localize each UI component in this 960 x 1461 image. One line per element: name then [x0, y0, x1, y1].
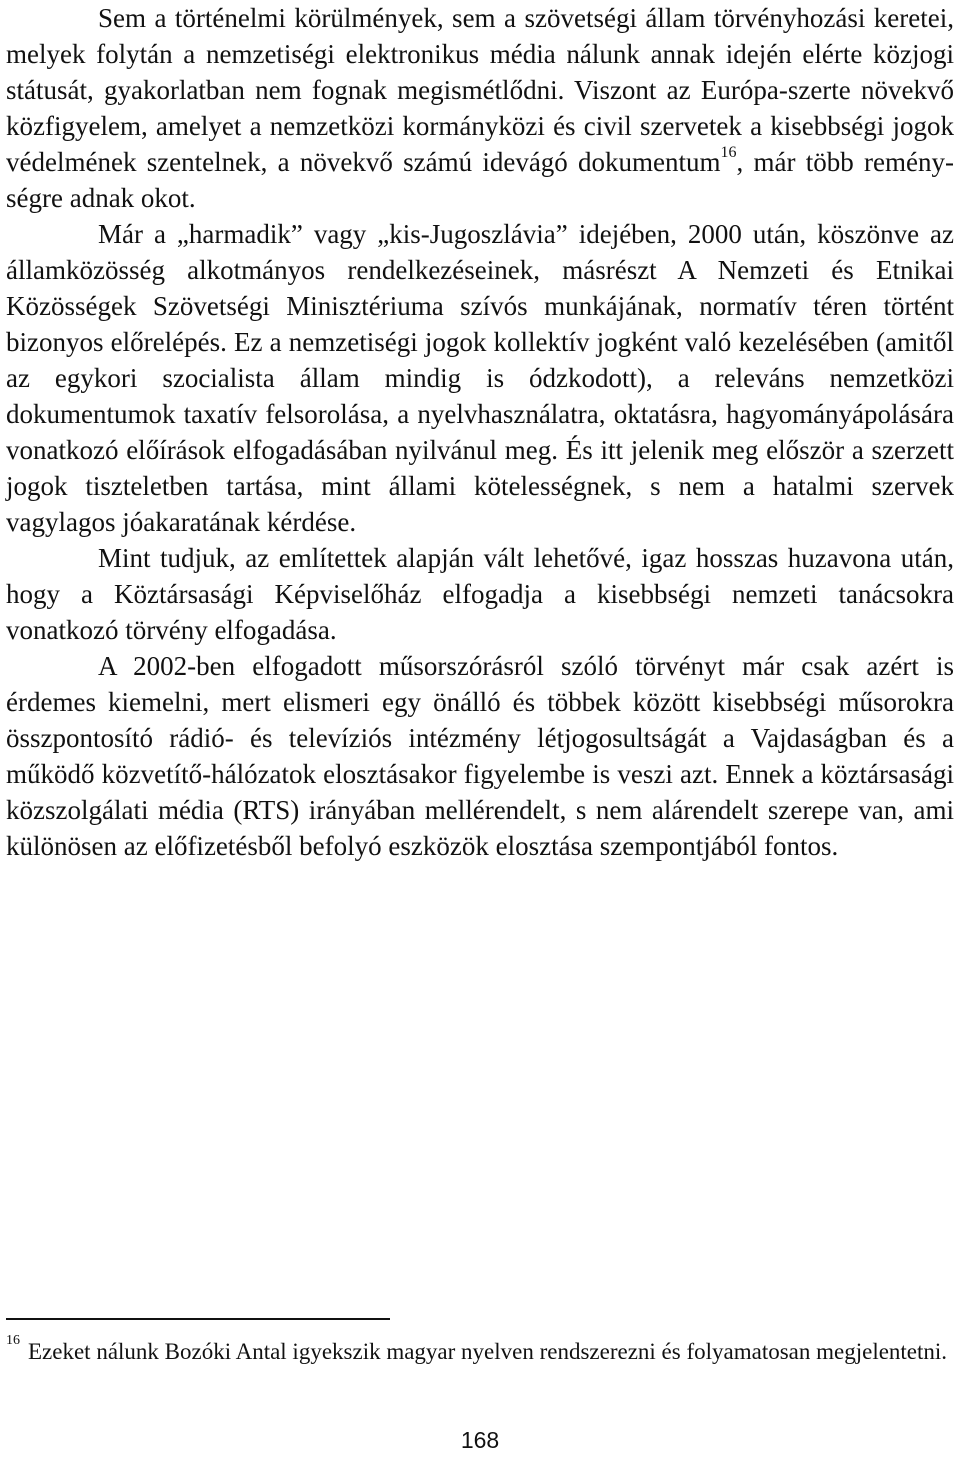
footnote [6, 1333, 956, 1367]
footnote-text: Ezeket nálunk Bozóki Antal igyekszik magyar nyelven rendszerezni és folyamatosan megjelentetni. [28, 1339, 948, 1364]
paragraph-2: Már a „harmadik” vagy „kis-Jugoszlávia” idejében, 2000 után, köszönve az államközösség alkotmányos rendelkezéseinek, másrészt A Nemzeti és Etnikai Közösségek Szövetségi Minisztériuma szívós munkájának, normatív téren történt bizonyos előrelépés. Ez a nemzetiségi jogok kollektív jogként való kezelésében (amitől az egykori szocialista állam mindig is ódzkodott), a releváns nemzetközi dokumentumok taxatív felsorolása, a nyelvhasználatra, oktatásra, hagyományápolására vonatkozó előírások elfogadásában nyilvánul meg. És itt jelenik meg először a szerzett jogok tiszteletben tartása, mint állami kötelességnek, s nem a hatalmi szervek vagylagos jóakaratának kérdése. [6, 219, 954, 537]
paragraph-4: A 2002-ben elfogadott műsorszórásról szóló törvényt már csak azért is érdemes kiemelni, mert elismeri egy önálló és többek között kisebbségi műsorokra összpontosító rádió- és televíziós intézmény létjogosultságát a Vajdaságban és a működő közvetítő-hálózatok elosztásakor figyelembe is veszi azt. Ennek a köztársasági közszolgálati média (RTS) irányában mellérendelt, s nem alárendelt szerepe van, ami különösen az előfizetésből befolyó eszközök elosztása szempontjából fontos. [6, 651, 954, 861]
footnote-number: 16 [6, 1333, 20, 1349]
footnote-divider [6, 1318, 390, 1320]
footnote-section [6, 1318, 956, 1367]
document-body [6, 0, 954, 864]
paragraph-1-text-end: , már több reménységre adnak okot. [6, 147, 954, 213]
paragraph-3: Mint tudjuk, az említettek alapján vált lehetővé, igaz hosszas huzavona után, hogy a Köztársasági Képviselőház elfogadja a kisebbségi nemzeti tanácsokra vonatkozó törvény elfogadása. [6, 543, 954, 645]
paragraph-1-text: Sem a történelmi körülmények, sem a szövetségi állam törvényhozási keretei, melyek folytán a nemzetiségi elektronikus média nálunk annak idején elérte közjogi státusát, gyakorlatban nem fognak megismétlődni. Viszont az Európa-szerte növekvő közfigyelem, amelyet a nemzetközi kormányközi és civil szervetek a kisebbségi jogok védelmének szentelnek, a növekvő számú idevágó dokumentum [6, 3, 954, 177]
footnote-reference[interactable]: 16 [720, 144, 737, 161]
page-number: 168 [460, 1427, 500, 1453]
paragraph-1 [6, 0, 954, 216]
